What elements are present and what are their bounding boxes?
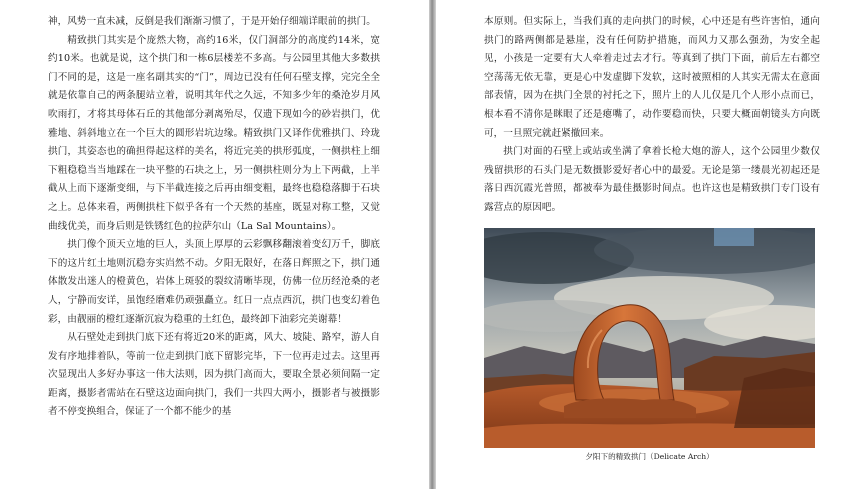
delicate-arch-photo — [484, 228, 815, 448]
figure — [484, 228, 815, 462]
body-paragraph: 拱门像个顶天立地的巨人，头顶上厚厚的云彩飘移翻滚着变幻万千，脚底下的这片红土地则沉稳夯实岿然不动。夕阳无限好，在落日辉照之下，拱门通体散发出迷人的橙黄色，岩体上斑驳的裂纹清晰毕现，仿佛一位历经沧桑的老人，宁静而安详，虽饱经磨难仍顽强矗立。红日一点点西沉，拱门也变幻着色彩，由靓丽的橙红逐渐沉寂为稳重的土红色，最终卸下油彩完美谢幕！ — [48, 239, 380, 325]
body-paragraph: 精致拱门其实是个庞然大物，高约16米，仅门洞部分的高度约14米，宽约10米。也就是说，这个拱门和一栋6层楼差不多高。与公园里其他大多数拱门不同的是，这是一座名副其实的“门”，周边已没有任何石壁支撑，完完全全就是依靠自己的两条腿站立着，说明其年代之久远，不知多少年的桑沧岁月风吹雨打，才将其母体石丘的其他部分剥离殆尽，仅遗下现如今的砂岩拱门，优雅地、斜斜地立在一个巨大的圆形岩坑边缘。精致拱门又译作优雅拱门、玲珑拱门，其姿态也的确担得起这样的美名，将近完美的拱形弧度，一侧拱柱上细下粗稳稳当当地踩在一块平整的石块之上，另一侧拱柱则分为上下两截，上半截从上而下逐渐变细，与下半截连接之后再由细变粗，最终也稳稳落脚于石块之上。总体来看，两侧拱柱下似乎各有一个天然的基座，既显对称工整，又觉曲线优美，而身后则是铁锈红色的拉萨尔山（La Sal Mountains）。 — [48, 34, 380, 232]
body-paragraph: 本原则。但实际上，当我们真的走向拱门的时候，心中还是有些许害怕，通向拱门的路两侧都是悬崖，没有任何防护措施，而风力又那么强劲，为安全起见，小孩是一定要有大人牵着走过去才行。等真到了拱门下面，前后左右都空空荡荡无依无靠，更是心中发虚脚下发软，这时被照相的人其实无需太在意面部表情，因为在拱门全景的衬托之下，照片上的人儿仅是几个人形小点而已，根本看不清你是眯眼了还是瘪嘴了，动作要稳而快，只要大概面朝镜头方向既可，一旦照完就赶紧撤回来。 — [484, 16, 820, 139]
book-gutter — [429, 0, 436, 489]
body-paragraph: 拱门对面的石壁上或站或坐满了拿着长枪大炮的游人，这个公园里少数仅残留拱形的石头门是无数摄影爱好者心中的最爱。无论是第一缕晨光初起还是落日西沉霞光普照，都被奉为最佳摄影时间点。也许这也是精致拱门专门设有露营点的原因吧。 — [484, 146, 820, 213]
left-text-column — [48, 13, 380, 422]
left-page — [0, 0, 429, 489]
body-paragraph: 从石壁处走到拱门底下还有将近20米的距离，风大、坡陡、路窄，游人自发有序地排着队，等前一位走到拱门底下留影完毕，下一位再走过去。这里再次显现出人多好办事这一伟大法则，因为拱门高而大，要取全景必须间隔一定距离，摄影者需站在石壁这边面向拱门，我们一共四大两小，摄影者与被摄影者不停变换组合，保证了一个都不能少的基 — [48, 332, 380, 418]
body-paragraph: 神，风势一直未减，反倒是我们渐渐习惯了，于是开始仔细端详眼前的拱门。 — [48, 16, 376, 27]
right-text-column — [484, 13, 820, 218]
figure-caption: 夕阳下的精致拱门（Delicate Arch） — [585, 452, 714, 461]
arch-illustration — [484, 228, 815, 448]
right-page — [436, 0, 865, 489]
